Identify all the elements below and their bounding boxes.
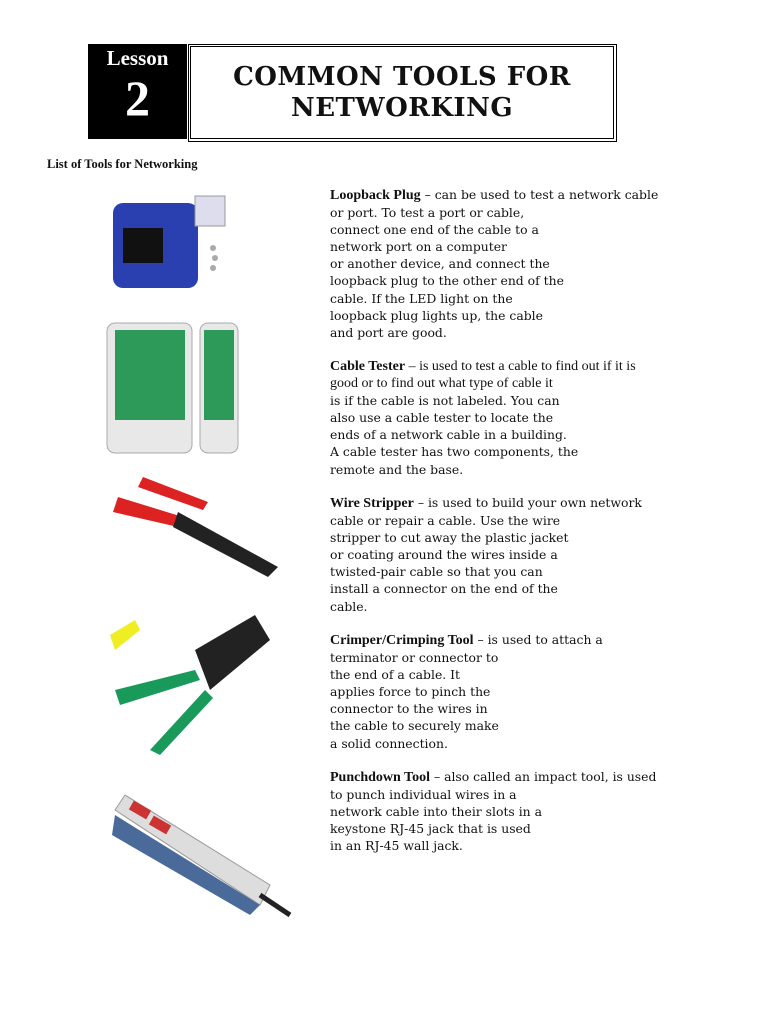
text-line: also use a cable tester to locate the xyxy=(330,410,554,426)
text-line: cable or repair a cable. Use the wire xyxy=(330,513,561,529)
lesson-number: 2 xyxy=(125,70,150,126)
term-cable-tester: Cable Tester xyxy=(330,359,406,374)
term-loopback-plug: Loopback Plug xyxy=(330,188,421,203)
lesson-badge xyxy=(88,44,187,139)
text-line: stripper to cut away the plastic jacket xyxy=(330,530,569,546)
term-crimper: Crimper/Crimping Tool xyxy=(330,633,474,648)
text-line: cable. xyxy=(330,598,368,614)
text-line: connect one end of the cable to a xyxy=(330,222,539,238)
lesson-label: Lesson xyxy=(106,46,169,70)
tool-description-crimper xyxy=(330,631,603,752)
page-title xyxy=(188,44,617,142)
text-line: to punch individual wires in a xyxy=(330,787,517,803)
text-line: connector to the wires in xyxy=(330,701,488,717)
cable-tester-image xyxy=(105,318,240,458)
text-line: twisted-pair cable so that you can xyxy=(330,564,543,580)
tool-description-wire-stripper xyxy=(330,494,642,615)
wire-stripper-image xyxy=(108,472,288,582)
term-wire-stripper: Wire Stripper xyxy=(330,496,414,511)
tool-description-loopback-plug xyxy=(330,186,658,341)
text-line: the cable to securely make xyxy=(330,718,499,734)
text-line: or port. To test a port or cable, xyxy=(330,205,525,221)
title-line-2: NETWORKING xyxy=(290,92,514,123)
text-line: loopback plug to the other end of the xyxy=(330,273,564,289)
punchdown-tool-image xyxy=(110,790,295,925)
text-line: or another device, and connect the xyxy=(330,256,550,272)
text-line: – is used to test a cable to find out if it is xyxy=(405,359,636,374)
text-line: and port are good. xyxy=(330,324,447,340)
loopback-plug-image xyxy=(105,158,235,303)
text-line: the end of a cable. It xyxy=(330,667,461,683)
text-line: good or to find out what type of cable it xyxy=(330,376,553,392)
text-line: loopback plug lights up, the cable xyxy=(330,307,543,323)
tool-description-cable-tester xyxy=(330,357,636,478)
text-line: ends of a network cable in a building. xyxy=(330,427,567,443)
text-line: network port on a computer xyxy=(330,239,507,255)
text-line: or coating around the wires inside a xyxy=(330,547,558,563)
text-line: applies force to pinch the xyxy=(330,684,491,700)
tool-description-punchdown-tool xyxy=(330,768,656,854)
text-line: keystone RJ-45 jack that is used xyxy=(330,821,531,837)
text-line: install a connector on the end of the xyxy=(330,581,558,597)
text-line: – is used to attach a xyxy=(473,632,603,647)
section-subtitle: List of Tools for Networking xyxy=(47,157,198,171)
text-line: – is used to build your own network xyxy=(413,495,642,510)
text-line: remote and the base. xyxy=(330,461,464,477)
term-punchdown-tool: Punchdown Tool xyxy=(330,770,430,785)
text-line: in an RJ-45 wall jack. xyxy=(330,838,463,854)
text-line: is if the cable is not labeled. You can xyxy=(330,393,560,409)
text-line: terminator or connector to xyxy=(330,650,499,666)
text-line: a solid connection. xyxy=(330,735,448,751)
text-line: cable. If the LED light on the xyxy=(330,290,513,306)
crimper-image xyxy=(105,610,275,755)
text-line: network cable into their slots in a xyxy=(330,804,542,820)
text-line: – can be used to test a network cable xyxy=(420,187,659,202)
title-line-1: COMMON TOOLS FOR xyxy=(233,61,571,92)
text-line: – also called an impact tool, is used xyxy=(430,769,657,784)
text-line: A cable tester has two components, the xyxy=(330,444,579,460)
